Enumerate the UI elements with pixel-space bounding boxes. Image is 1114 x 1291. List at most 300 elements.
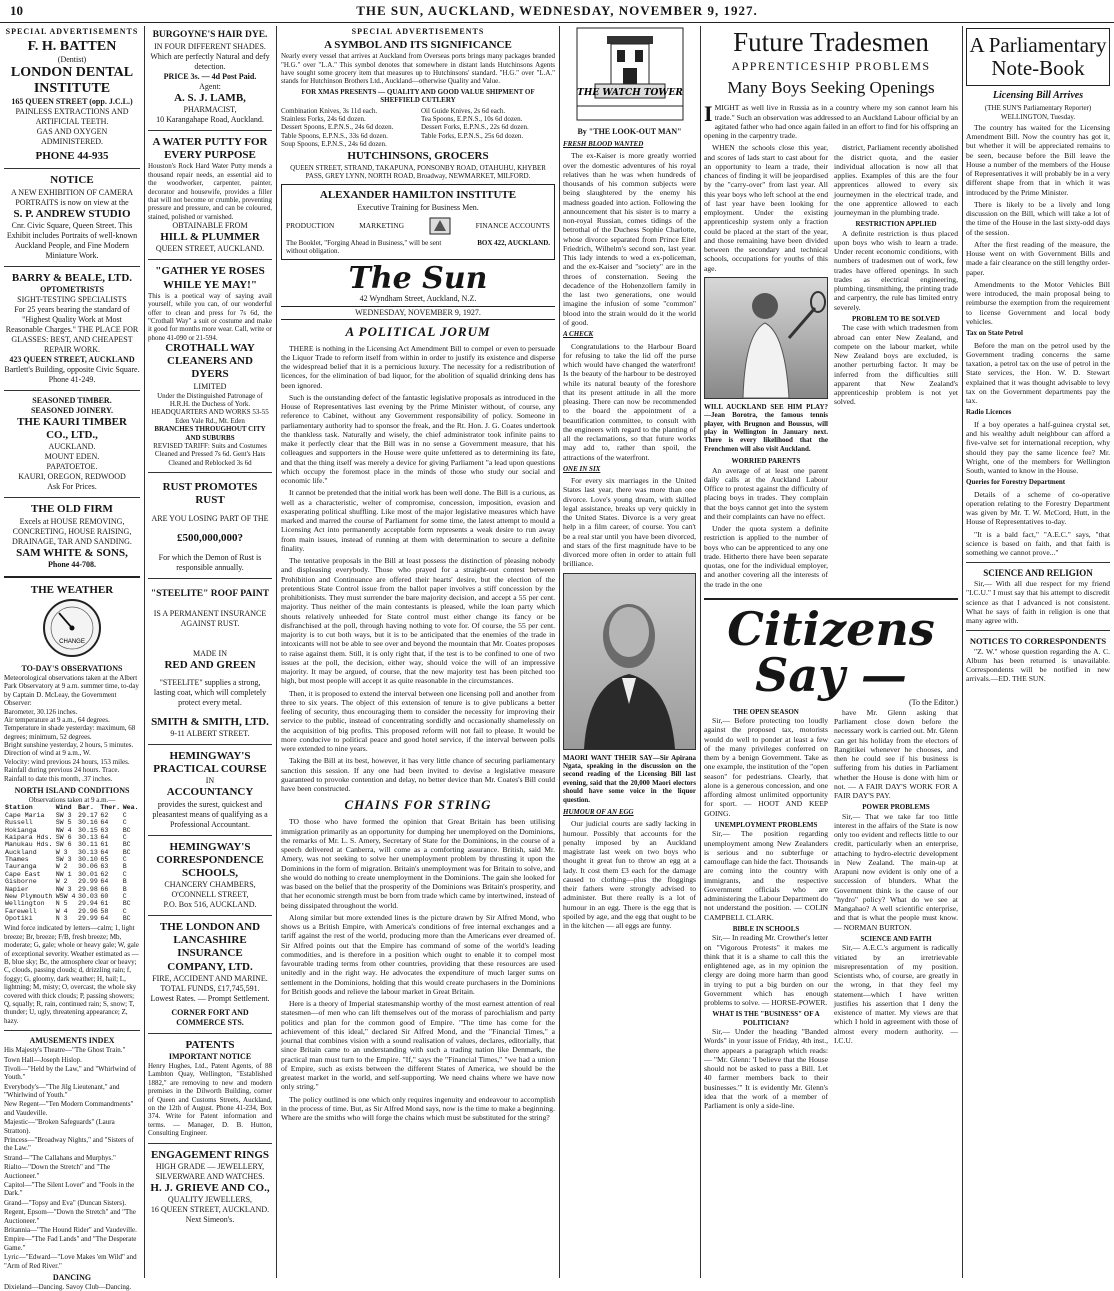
- putty-from: OBTAINABLE FROM: [172, 221, 248, 231]
- table-row: [4, 886, 140, 893]
- paragraph: The tentative proposals in the Bill at least possess the distinction of pleasing nobody and displeasing everybody. Those who prayed for a straight-out contest between Prohibition and Continuance are offered their hearts' desire, but the election of the pretentious State Control issue from the ballot paper involves a stiff concession by the prohibitionists. They must surrender the bare majority decision, and accept a 55 per cent. majority. Thus neither of the main contestants is pleased, while the loan party which shouts relatively unheeded for State control must either change its fancy or be disfranchised at the poll, through having nothing to vote for. Of course, the 55 per cent. majority is to cut both ways, but it is to be anticipated that the enemies of the trade in intoxicants will not be able to see over and beyond the mountain that Mr. Coates proposes to raise against them. Still, it is only right that, if the test is to be confined to one of two issues at the poll, the decision, either way, should voice the will of an impressive majority. It may be argued, of course, that the new majority test has been pitched too high, but most people will accept it as quite reasonable in the circumstances.: [281, 556, 555, 686]
- steelite-title: "STEELITE" ROOF PAINT: [150, 588, 270, 599]
- sun-date: WEDNESDAY, NOVEMBER 9, 1927.: [281, 306, 555, 320]
- weather-outlook: Wind force indicated by letters—calm; 1, light breeze; Br, breeze; F/B, fresh breeze; Mb, moderate; G, gale; whole or heavy gale; W, gale of exceptional severity. Weather estimated as —B, blue sky; Bc, the atmosphere clear or heavy; C, clouds, passing clouds; d, drizzling rain; f, foggy; G, gloomy, dark weather; H, hail; L, lightning; M, misty; O, overcast, the whole sky covered with thick clouds; P, passing showers; Q, squally; R, rain, continued rain; S, snow; T, thunder; U, ugly, threatening appearance; Z, hazy.: [4, 924, 139, 1025]
- table-cell: 61: [100, 900, 109, 908]
- watch-tower-icon: [575, 26, 685, 122]
- table-cell: 29.98: [78, 885, 98, 893]
- list-item: Princess—"Broadway Nights," and "Sisters of the Law.": [4, 1136, 134, 1153]
- rust-line1: ARE YOU LOSING PART OF THE: [151, 513, 269, 523]
- column-advertisements-2: [148, 26, 272, 1278]
- roses-title: "GATHER YE ROSES WHILE YE MAY!": [155, 265, 265, 291]
- column-editorial: [281, 26, 555, 1278]
- batten-address: 165 QUEEN STREET (opp. J.C.L.): [11, 97, 133, 107]
- parliament-title: A Parliamentary Note-Book: [966, 28, 1110, 86]
- tradesmen-intro: MIGHT as well live in Russia as in a country where my son cannot learn his trade." Such an observation was addressed to an Auckland Labour official by an agitated father who had once again failed in an effort to find for his offspring an opening in the carpentry trade.: [704, 103, 958, 141]
- table-row: [4, 893, 140, 900]
- timber-sub3: KAURI, OREGON, REDWOOD: [18, 472, 126, 482]
- obs-line: Temperature in shade yesterday: maximum, 68 degrees; minimum, 52 degrees.: [4, 724, 136, 741]
- table-cell: 30.15: [78, 826, 98, 834]
- table-cell: 65: [100, 856, 109, 864]
- observations-header-cell: Station: [5, 804, 33, 812]
- rings-title: ENGAGEMENT RINGS: [150, 1148, 270, 1161]
- paragraph: Before the man on the petrol used by the Government trading concerns the same taxation, a petrol tax on the use of petrol in the State services, the Hon. W. D. Stewart explained that it was thought advisable to levy tax on the Government departments pay the tax.: [966, 340, 1110, 406]
- table-row: [4, 871, 140, 878]
- bible-head: BIBLE IN SCHOOLS: [732, 924, 800, 933]
- rings-name: H. J. GRIEVE AND CO.,: [150, 1181, 270, 1194]
- hutchinsons-addresses: QUEEN STREET, STRAND, TAKAPUNA, PONSONBY ROAD, OTAHUHU, KHYBER PASS, GREY LYNN, NORTH ROAD, Broadway, NEWMARKET, MILFORD.: [290, 163, 546, 181]
- barry-name: BARRY & BEALE, LTD.: [11, 271, 133, 284]
- north-sub: Observations taken at 9 a.m.—: [28, 796, 116, 805]
- patents-sub: IMPORTANT NOTICE: [168, 1052, 252, 1062]
- table-cell: SW 3: [55, 856, 72, 864]
- batten-line1: LONDON DENTAL: [10, 65, 134, 81]
- hamilton-right: FINANCE ACCOUNTS: [475, 221, 550, 231]
- paragraph: For every six marriages in the United States last year, there was more than one divorce. Love's young dream, with skilled legal assistance, breaks up very quickly in the United States. Divorce is a very great help in a film career, of course. You can't be a real star until you have been divorced, and stars of the first magnitude have to be divorced more often in order to attain full brilliance.: [563, 476, 696, 569]
- paragraph: TO those who have formed the opinion that Great Britain has been utilising immigration primarily as an opportunity for dumping her unemployed on the Dominions, the remarks of Mr. L. S. Amery, Secretary of State for the Dominions, in the course of a speech delivered at Canberra, will come as a comforting assurance. British, said Mr. Amery, was not seeking to solve her unemployment problem by thrusting it upon the Dominions in the form of migration. Britain's unemployment was for Britain to solve, and she would do nothing to create unemployment in the Dominions. The gain she looked for was based on the belief that the prosperity of the Dominions was Britain's prosperity, and that her economic strength must be born from trade which came by intertwined, instead of being dissipated throughout the world.: [281, 817, 555, 910]
- batten-detail1: PAINLESS EXTRACTIONS AND: [15, 107, 129, 117]
- cutlery-item: Tea Spoons, E.P.N.S., 10s 6d dozen.: [421, 114, 523, 123]
- table-cell: 29.17: [78, 811, 98, 819]
- obs-line: Air temperature at 9 a.m., 64 degrees.: [4, 715, 110, 724]
- notice-detail: Cnr. Civic Square, Queen Street. This Exhibit includes Portraits of well-known Auckland People, and Fine Modern Miniature Work.: [6, 220, 138, 260]
- timber-place: AUCKLAND.: [48, 442, 96, 452]
- table-cell: NW 1: [55, 870, 72, 878]
- table-cell: Auckland: [5, 848, 37, 856]
- paragraph: Along similar but more extended lines is the picture drawn by Sir Alfred Mond, who shows us a British Empire, with America's conditions of free internal exchanges and a tariff against the rest of the world, producing more than the Americans ever dreamed of. Sir Alfred points out that the Empire has command of some of the world's leading commodities, and is therefore in a position which ought to enable it to compel most favourable trading terms from other countries, providing that these resources are used unitedly and in the right way. He advocates the expenditure of much larger sums on settlement in the Dominions, holding that this would create purchasers in the Dominions for British goods and relieve the labour market in Great Britain.: [281, 912, 555, 996]
- list-item: Rialto—"Down the Stretch" and "The Auctioneer.": [4, 1163, 111, 1180]
- sun-address: 42 Wyndham Street, Auckland, N.Z.: [359, 293, 477, 303]
- table-cell: Napier: [5, 885, 29, 893]
- table-row: [4, 908, 140, 915]
- burgoyne-title: BURGOYNE'S HAIR DYE.: [152, 30, 268, 40]
- firm-name2: SAM WHITE & SONS,: [16, 546, 128, 559]
- list-item: Tivoli—"Held by the Law," and "Whirlwind of Youth.": [4, 1064, 137, 1082]
- table-cell: 29.99: [78, 878, 98, 886]
- masthead-title: THE SUN, AUCKLAND, WEDNESDAY, NOVEMBER 9, 1927.: [356, 3, 758, 18]
- table-cell: Cape East: [5, 870, 41, 878]
- table-cell: B: [122, 885, 127, 893]
- obs-title: TO-DAY'S OBSERVATIONS: [21, 663, 123, 673]
- table-cell: Wellington: [5, 900, 45, 908]
- timber-name: THE KAURI TIMBER: [17, 416, 127, 429]
- paragraph: It cannot be pretended that the initial work has been well done. The Bill is a curious, as well as a characteristic, welter of compromise, concession, imposition, evasion and exasperating political shuffling. Like most of the major legislative measures which have marked and marred the course of Parliament for some time, the latest attempt to mould a Licensing Act into permanently acceptable form represents a weak desire to run away from main issues, instead of running at them with determination to secure a definite finality.: [281, 488, 555, 553]
- table-cell: BC: [122, 826, 131, 834]
- list-item: Majestic—"Broken Safeguards" (Laura Stratton).: [4, 1118, 115, 1135]
- letter: Sir,— In reading Mr. Crowther's letter on "Vigorous Protests" it makes me think that it is a shame to call this the enlightened age, as in my opinion the clergy are doing more harm than good in trying to put a big burden on our Government which has enough problems to solve. — HORSE-POWER.: [704, 933, 829, 1007]
- tax-head: Tax on State Petrol: [966, 329, 1023, 338]
- table-cell: 64: [100, 848, 109, 856]
- table-row: [4, 812, 140, 819]
- hamilton-left: PRODUCTION: [286, 221, 335, 231]
- batten-line2: INSTITUTE: [33, 81, 111, 97]
- table-cell: SW 6: [55, 841, 72, 849]
- column-rule: [144, 26, 145, 1278]
- table-cell: 29.94: [78, 900, 98, 908]
- weather-title: THE WEATHER: [30, 583, 114, 596]
- paragraph: The case with which tradesmen from abroad can enter New Zealand, and compete on the labour market, while New Zealand boys are excluded, is another perturbing factor. It may be inferred from the difficulties still apparent that New Zealand's apprenticeship problem is not yet solved.: [834, 323, 958, 407]
- obs-line: Direction of wind at 9 a.m., W.: [4, 749, 91, 758]
- cutlery-item: Table Spoons, E.P.N.S., 33s 6d dozen.: [281, 131, 388, 140]
- hamilton-mid: MARKETING: [359, 221, 405, 231]
- paragraph: Here is a theory of Imperial statesmanship worthy of the most earnest attention of real statesmen—of men who can lift themselves out of the morass of parochialism and party politics and plan for the common good of Empire. "The time has come for the achievement of this ideal," declared Sir Alfred Mond, and the "Financial Times," a journal that combines vision with a sound realisation of values, declares, editorially, that since Britain came to an understanding with such a trading nation like Denmark, the practical man must turn to the Empire. "If," says the "Financial Times," "we had a union of Empire, such as exists between the different States of America, we should be the greatest market in the world, and self-supporting. We need chains where we have now only string.": [281, 999, 555, 1092]
- column-advertisements-1: [4, 26, 140, 1291]
- open-season-head: THE OPEN SEASON: [733, 707, 799, 716]
- paragraph: The policy outlined is one which only requires ingenuity and endeavour to accomplish in the process of time. But, as Sir Alfred Mond says, now is the time to make a beginning. Where are the smiths who will forge the chains which must be substituted for the string?: [281, 1094, 555, 1123]
- tradesmen-sub2: Many Boys Seeking Openings: [727, 78, 935, 98]
- table-row: [4, 827, 140, 834]
- list-item: Grand—"Topsy and Eva" (Duncan Sisters).: [4, 1198, 127, 1207]
- table-cell: SW 6: [55, 833, 72, 841]
- table-cell: BC: [122, 841, 131, 849]
- column-rule: [559, 26, 560, 1278]
- dancing-title: DANCING: [52, 1272, 92, 1282]
- table-cell: 60: [100, 892, 109, 900]
- tradesmen-title: Future Tradesmen: [733, 27, 929, 57]
- observations-table: [4, 804, 140, 922]
- table-cell: 29.99: [78, 915, 98, 923]
- table-cell: C: [122, 856, 127, 864]
- paragraph: Our judicial courts are sadly lacking in humour. Possibly that accounts for the penalty imposed by an Auckland magistrate last week on two boys who thought it great fun to throw an egg at a lady. It cost them £3 each for the damage caused to clothing—plus the floggings their fathers were strongly advised to administer. But there really is a lot of humour in an egg. There is the egg that is spoiled by age, and the egg that ought to be in the kitchen — all eggs are funny.: [563, 819, 696, 931]
- rust-title: RUST PROMOTES RUST: [162, 481, 258, 507]
- barry-address: 423 QUEEN STREET, AUCKLAND: [9, 355, 135, 365]
- radio-head: Radio Licences: [966, 408, 1012, 417]
- symbol-title: A SYMBOL AND ITS SIGNIFICANCE: [324, 39, 512, 51]
- list-item: Strand—"The Callahans and Murphys.": [4, 1153, 116, 1162]
- crothall-sub: LIMITED: [193, 381, 227, 391]
- hemingway-schools-box: P.O. Box 516, AUCKLAND.: [163, 900, 257, 910]
- paragraph: Then, it is proposed to extend the interval between one licensing poll and another from three to six years. The object of this extension of tenure is to give publicans a better feeling of security, thus encouraging them to consider the necessity for improving their service to the public, instead of concentrating sordidly and occasionally shamelessly on the acquisition of big profits. This proposed reform will not fail to please. It would be more conducive to political peace and good hotel service, if the interval between polls were extended to nine years.: [281, 688, 555, 754]
- observations-header-cell: Bar.: [78, 804, 94, 812]
- letter: Sir,— A.E.C.'s argument is radically vitiated by an irretrievable misrepresentation of my position. Scientists who, of course, are greatly in the wrong, in that they feel my statement—which I have written justifies his assertion that I deny the existence of matter. My views are that which I hold in agreement with those of almost every modern authority. — I.C.U.: [834, 943, 958, 1045]
- hamilton-ad: [281, 184, 555, 259]
- page-number: 10: [10, 3, 23, 18]
- table-cell: Russell: [5, 819, 33, 827]
- obs-text: Meteorological observations taken at the Albert Park Observatory at 9 a.m. summer time, to-day by Captain D. McLeay, the Government Observer:: [4, 673, 139, 708]
- paragraph: THERE is nothing in the Licensing Act Amendment Bill to compel or even to persuade the Liquor Trade to reform itself from within in order to justify its existence and disperse the widespread belief that it is a pernicious luxury. The necessity for a redistribution of licences, for the elimination of bad liquor, for the abolition of squalid drinking dens has been ignored.: [281, 343, 555, 390]
- rings-sub: HIGH GRADE — JEWELLERY, SILVERWARE AND WATCHES.: [155, 1161, 265, 1181]
- table-cell: 64: [100, 819, 109, 827]
- timber-sub1: MOUNT EDEN.: [44, 452, 100, 462]
- letter: Sir,— Under the heading "Banded Words" in your issue of Friday, 4th inst., there appears a paragraph which reads:— "Mr. Glenn: 'I believe that the House should not be asked to pass a Bill. Let 40 farmer members back to their businesses.'" It is evidently Mr. Glenn's idea that the work of a member of Parliament is only a side-line.: [704, 1027, 828, 1111]
- chains-title: CHAINS FOR STRING: [344, 797, 492, 813]
- paragraph: There is likely to be a lively and long discussion on the Bill, which will take a lot of the time of the House in the last sixty-odd days of the session.: [966, 199, 1110, 237]
- crothall-detail: Under the Distinguished Patronage of H.R.H. the Duchess of York. HEADQUARTERS AND WORKS 53-55 Eden Vale Rd., Mt. Eden: [151, 391, 269, 425]
- paragraph: Congratulations to the Harbour Board for refusing to take the lid off the purse which would have changed the waterfront! Is the beauty of the harbour to be destroyed while its natural beauty of the foreshore that its present attitude in all the more pleasing. There can now be recommended to the board the appointment of a beautification committee, to consult with the engineers with regard to the planting of all the reclamations, so that future works may add to, rather than spoil, the attractions of the waterfront.: [563, 341, 696, 462]
- chains-body: [281, 817, 555, 1122]
- crothall-name: CROTHALL WAY CLEANERS AND DYERS: [165, 342, 255, 381]
- table-cell: 64: [100, 878, 109, 886]
- paragraph: Details of a scheme of co-operative operation relating to the Forestry Department was given by Mr. T. W. McCord, Hutt, in the House of Representatives to-day.: [966, 489, 1110, 527]
- firm-text: Excels at HOUSE REMOVING, CONCRETING, HOUSE RAISING, DRAINAGE, TAR AND SANDING.: [12, 516, 132, 546]
- table-cell: BC: [122, 900, 131, 908]
- watch-tower-banner-text: THE WATCH TOWER: [576, 88, 683, 98]
- jorum-title: A POLITICAL JORUM: [345, 323, 491, 339]
- table-row: [4, 915, 140, 922]
- observations-header-cell: Wind: [55, 804, 72, 812]
- dancing-text: Dixieland—Dancing. Savoy Club—Dancing.: [4, 1282, 132, 1291]
- obs-line: Barometer, 30.126 inches.: [4, 707, 78, 716]
- paragraph: An average of at least one parent daily calls at the Auckland Labour Office to protest against the difficulty of placing boys in trades. They complain that the boys cannot get into the system and their complaints can have no effect.: [704, 465, 828, 521]
- rings-sub2: QUALITY JEWELLERS,: [167, 1194, 253, 1204]
- workers-head: WORRIED PARENTS: [731, 457, 801, 466]
- timber-line1: SEASONED TIMBER.: [32, 396, 112, 406]
- tradesmen-sub: APPRENTICESHIP PROBLEMS: [731, 59, 931, 74]
- firm-name: THE OLD FIRM: [31, 503, 113, 516]
- paragraph: The ex-Kaiser is more greatly worried over the domestic adventures of his royal relatives than he was when hundreds of thousands of his common subjects were being slaughtered by the enemy his madness goaded into action. Following the announcement that his sister is to marry a non-royal Russian, comes tidings of the betrothal of the Duchess Sophie Charlotte, whose divorce separated from Prince Eitel Friedrich, Wilhelm's second son, last year. This lady intends to wed a ex-policeman, and the ex-Kaiser and "society" are in the throes of consternation. Seeing the decadence of the Hohenzollern family in the last two generations, one would imagine the infusion of some "common" blood into the strain would do it the world of good.: [563, 151, 696, 327]
- amusements-list: [4, 1046, 140, 1270]
- timber-name2: CO., LTD.,: [46, 429, 98, 442]
- letter: have Mr. Glenn asking that Parliament close down before the necessary work is carried out. Mr. Glenn can get his holiday from the electors of Rangitikei whenever he chooses, and then he could see if his business is suffering from his duties in Parliament whether the House is done with him or not. — A FAIR DAY'S WORK FOR A FAIR DAY'S PAY.: [834, 707, 958, 801]
- lancashire-detail: FIRE, ACCIDENT AND MARINE. TOTAL FUNDS, £17,745,591. Lowest Rates. — Prompt Settlement.: [150, 973, 270, 1003]
- list-item: Regent, Epsom—"Down the Stretch" and "The Auctioneer.": [4, 1208, 136, 1225]
- burgoyne-price: PRICE 3s. — 4d Post Paid.: [163, 71, 257, 81]
- six-head: ONE IN SIX: [563, 464, 601, 473]
- cutlery-item: Soup Spoons, E.P.N.S., 24s 6d dozen.: [281, 140, 387, 149]
- cutlery-item: Table Forks, E.P.N.S., 25s 6d dozen.: [421, 131, 524, 140]
- hemingway-schools-address: CHANCERY CHAMBERS, O'CONNELL STREET,: [164, 880, 256, 900]
- table-cell: 30.10: [78, 856, 98, 864]
- batten-role: (Dentist): [57, 55, 87, 65]
- notice-studio: S. P. ANDREW STUDIO: [13, 207, 131, 220]
- list-item: Lyric—"Edward—"Love Makes 'em Wild" and "Arm of Red River.": [4, 1253, 137, 1270]
- table-cell: Tauranga: [5, 863, 37, 871]
- table-row: [4, 856, 140, 863]
- table-cell: W 2: [55, 878, 68, 886]
- unemployment-head: UNEMPLOYMENT PROBLEMS: [714, 820, 818, 829]
- observations-header-cell: Wea.: [122, 804, 139, 812]
- table-cell: NW 3: [55, 885, 72, 893]
- science-head: SCIENCE AND FAITH: [860, 934, 932, 943]
- letter: Sir,— That we take far too little interest in the affairs of the State is now only too evident and reflects little to our credit, particularly when an enterprise, attaching to hydro-electric development in New Zealand. The main-up at Arapuni now evident is only one of a succession of blunders. What the Government think is the cause of our "hydro" policy? What do we see at Mangahao? A well scientific enterprise, and that is what the people must know. — NORMAN BURTON.: [834, 811, 958, 932]
- paragraph: A definite restriction is thus placed upon boys who wish to learn a trade. Under recent economic conditions, with numbers of tradesmen out of work, few trades have offered openings. In such trades as electrical engineering, plumbing, tinsmithing, the printing trade and carpentry, the rule has limited entry severely.: [834, 228, 958, 312]
- table-cell: Manukau Hds.: [5, 841, 53, 849]
- hemingway-course-title: HEMINGWAY'S PRACTICAL COURSE: [153, 749, 267, 776]
- list-item: New Regent—"Ten Modern Commandments" and Vaudeville.: [4, 1100, 134, 1117]
- section-label: SPECIAL ADVERTISEMENTS: [351, 27, 485, 36]
- hutchinsons-name: HUTCHINSONS, GROCERS: [347, 150, 489, 163]
- north-title: NORTH ISLAND CONDITIONS: [14, 786, 130, 796]
- borotra-photo: [704, 277, 828, 399]
- putty-text: Houston's Rock Hard Water Putty mends a thousand repair needs, an essential aid to the woodworker, carpenter, painter, decorator and housewife, provides a filler that will not become or crumble, preventing pressure and pressure, and can be coloured, stained, polished or varnished.: [148, 162, 272, 221]
- hemingway-course-sub: IN: [205, 776, 215, 786]
- table-cell: 63: [100, 863, 109, 871]
- steelite-made: MADE IN: [193, 648, 227, 658]
- table-cell: 64: [100, 833, 109, 841]
- paragraph: After the first reading of the measure, the House went on with Government Bills and made a fair clearance on the still lengthy order-paper.: [966, 239, 1110, 277]
- column-tradesmen: [704, 26, 958, 1278]
- patents-text: Henry Hughes, Ltd., Patent Agents, of 88 Lambton Quay, Wellington, "Established 1882," are removing to new and modern premises in the Dilworth Building, corner of Queen and Customs Streets, Auckland, on the 12th of August. Phone 41-234, Box 374. Write for Patent information and terms. — Manager, D. B. Hutton, Consulting Engineer.: [148, 1062, 272, 1138]
- table-cell: 58: [100, 907, 109, 915]
- hamilton-row: [286, 217, 550, 235]
- hemingway-course-text: provides the surest, quickest and pleasantest means of qualifying as a Professional Accountant.: [152, 799, 268, 829]
- paragraph: Under the quota system a definite restriction is applied to the number of boys who can be apprenticed to any one trade. Hitherto there have been separate quotas, one for the individual employer, and another covering all the interests of the trade in the one: [704, 524, 828, 589]
- symbol-text: Nearly every vessel that arrives at Auckland from Overseas ports brings many packages branded "H.G." over "L.A." This symbol denotes that somewhere in distant lands Hutchinsons Agents have sought some grocery item that measures up to Hutchinsons' standard. "H.G." over "L.A." stands for Hutchinson Brothers Ltd., Auckland—otherwise Quality and Value.: [281, 52, 555, 86]
- citizens-title-text: Citizens Say: [727, 601, 935, 702]
- table-cell: 30.03: [78, 892, 98, 900]
- notice-title: NOTICE: [50, 174, 94, 187]
- table-cell: 66: [100, 885, 109, 893]
- table-cell: 30.11: [78, 841, 98, 849]
- rust-amount: £500,000,000?: [177, 531, 243, 544]
- paragraph: The country has waited for the Licensing Amendment Bill. Now the country has got it, but whether it will be appreciated remains to be seen, because before the Bill leave the House a number of the members of the House of Representatives it will probably be in a very different shape from that in which it was introduced by the Prime Minister.: [966, 122, 1110, 197]
- tradesmen-columns: [704, 143, 958, 591]
- firm-phone: Phone 44-708.: [48, 559, 96, 569]
- lancashire-title: THE LONDON AND LANCASHIRE INSURANCE COMPANY, LTD.: [159, 921, 261, 973]
- timber-sub4: Ask For Prices.: [47, 482, 97, 492]
- table-cell: SW 5: [55, 819, 72, 827]
- burgoyne-name: A. S. J. LAMB,: [174, 91, 246, 104]
- table-cell: Hokianga: [5, 826, 37, 834]
- paragraph: Such is the outstanding defect of the fantastic legislative proposals as introduced in the House of Representatives last evening by the Prime Minister without, of course, any reference to Cabinet, without any Government responsibility of policy. Someone in parliamentary authority had to sponsor the freak, and the Rt. Hon. J. G. Coates undertook the thankless task. Naturally and wisely, the chief administrator took infinite pains to make it perfectly clear that the Bill was in no sense a Government measure, that his colleagues and supporters in the House were quite unfettered as to determining its fate, and that the thing itself was merely a device for giving Parliament "a lead upon questions which occupy the foremost place in the minds of those who study our social and economic life.": [281, 392, 555, 486]
- table-cell: 30.13: [78, 848, 98, 856]
- table-cell: B: [122, 863, 127, 871]
- column-rule: [700, 26, 701, 1278]
- table-row: [4, 841, 140, 848]
- table-row: [4, 834, 140, 841]
- parliament-dateline: (THE SUN'S Parliamentary Reporter) WELLINGTON, Tuesday.: [984, 104, 1092, 121]
- check-head: A CHECK: [563, 330, 594, 339]
- steelite-line1: IS A PERMANENT INSURANCE: [153, 608, 267, 618]
- hamilton-book: The Booklet, "Forging Ahead in Business," will be sent without obligation.: [286, 238, 442, 255]
- barometer-dial: [4, 597, 140, 664]
- table-cell: SW 3: [55, 811, 72, 819]
- citizens-columns: [704, 708, 958, 1113]
- obs-line: Rainfall during previous 24 hours. Trace. Rainfall to date this month, .37 inches.: [4, 766, 120, 783]
- list-item: Capitol—"The Silent Lover" and "Fools in the Dark.": [4, 1180, 135, 1198]
- burgoyne-agent: Agent:: [199, 81, 221, 91]
- ngata-photo: [563, 573, 696, 750]
- list-item: His Majesty's Theatre—"The Ghost Train.": [4, 1046, 126, 1055]
- table-cell: C: [122, 833, 127, 841]
- table-cell: Gisborne: [5, 878, 37, 886]
- table-row: [4, 863, 140, 870]
- steelite-name: SMITH & SMITH, LTD.: [151, 715, 269, 728]
- table-cell: BC: [122, 848, 131, 856]
- notices-head: NOTICES TO CORRESPONDENTS: [969, 636, 1107, 647]
- paragraph: Sir,— With all due respect for my friend "I.C.U." I must say that his attempt to discredit science as that I advanced is not consistent. What he says of faith in religion is one that many agree with.: [966, 579, 1110, 626]
- obs-line: Bright sunshine yesterday, 2 hours, 5 minutes.: [4, 741, 134, 750]
- table-cell: 64: [100, 915, 109, 923]
- cutlery-item: Combination Knives, 3s 11d each.: [281, 106, 378, 115]
- batten-detail2: ARTIFICIAL TEETH.: [35, 117, 109, 127]
- table-cell: C: [122, 892, 127, 900]
- burgoyne-address: 10 Karangahape Road, Auckland.: [156, 115, 264, 125]
- table-cell: BC: [122, 915, 131, 923]
- table-cell: N 3: [55, 915, 68, 923]
- barry-text: For 25 years bearing the standard of "Highest Quality Work at Most Reasonable Charges." THE PLACE FOR GLASSES: BEST, AND CHEAPEST REPAIR WORK.: [5, 305, 139, 355]
- crothall-branches: BRANCHES THROUGHOUT CITY AND SUBURBS: [154, 425, 266, 442]
- table-cell: 63: [100, 826, 109, 834]
- observations-header-cell: Ther.: [100, 804, 121, 812]
- citizens-sub: (To the Editor.): [909, 697, 958, 707]
- table-cell: C: [122, 870, 127, 878]
- business-head: WHAT IS THE "BUSINESS" OF A POLITICIAN?: [712, 1010, 820, 1027]
- column-rule: [962, 26, 963, 1278]
- paragraph: "It is a bald fact," "A.E.C." says, "that science is based on faith, and that faith is something we cannot prove...": [966, 529, 1110, 558]
- cutlery-item: Dessert Spoons, E.P.N.S., 24s 6d dozen.: [281, 123, 394, 132]
- table-cell: 62: [100, 811, 109, 819]
- table-cell: C: [122, 907, 127, 915]
- table-cell: C: [122, 819, 127, 827]
- steelite-line2: AGAINST RUST.: [180, 618, 240, 628]
- problem-head: PROBLEM TO BE SOLVED: [852, 314, 940, 323]
- table-cell: Opotiki: [5, 915, 33, 923]
- restriction-head: RESTRICTION APPLIED: [855, 220, 937, 229]
- table-cell: W 3: [55, 848, 68, 856]
- table-cell: W 2: [55, 863, 68, 871]
- burgoyne-role: PHARMACIST,: [183, 105, 237, 115]
- obs-line: Velocity: wind previous 24 hours, 153 miles.: [4, 757, 130, 766]
- table-cell: N 5: [55, 900, 68, 908]
- masthead: [0, 0, 1114, 23]
- borotra-caption: WILL AUCKLAND SEE HIM PLAY? —Jean Borotra, the famous tennis player, with Brugnon and Boussus, will play in Wellington in January next. There is every likelihood that the Frenchmen will also visit Auckland.: [704, 402, 828, 453]
- letter: Sir,— The position regarding unemployment among New Zealanders is serious and no subterfuge or camouflage can hide the fact. Thousands are coming into the country with immigrants, and the respective Government officials who are administering the Labour Department do not understand the position. — COLIN CAMPBELL CLARK.: [704, 829, 828, 922]
- observations-header: [4, 804, 140, 811]
- power-head: POWER PROBLEMS: [862, 803, 930, 812]
- lancashire-corner: CORNER FORT AND COMMERCE STS.: [171, 1007, 249, 1027]
- section-label: SPECIAL ADVERTISEMENTS: [5, 27, 139, 36]
- column-rule: [276, 26, 277, 1278]
- burgoyne-detail: Which are perfectly Natural and defy detection.: [150, 51, 270, 71]
- hamilton-sub: Executive Training for Business Men.: [357, 202, 479, 212]
- cutlery-item: Stainless Forks, 24s 6d dozen.: [281, 114, 366, 123]
- paragraph: district, Parliament recently abolished the district quota, and the easier individual allocation is now all that applies. Examples of this are the four apprentices allowed to every six journeymen in the electrical trade, and the one apprentice allowed to each journeyman in the plumbing trade.: [834, 143, 958, 218]
- table-cell: Cape Maria: [5, 811, 45, 819]
- jorum-body: [281, 344, 555, 794]
- timber-line2: SEASONED JOINERY.: [30, 406, 114, 416]
- table-cell: 29.96: [78, 907, 98, 915]
- table-cell: 61: [100, 841, 109, 849]
- parliament-sub: Licensing Bill Arrives: [992, 90, 1084, 102]
- egg-head: HUMOUR OF AN EGG: [563, 808, 634, 817]
- paragraph: Taking the Bill at its best, however, it has very little chance of securing parliamentary sanction this session. If any one had been invited to devise a legislative measure guaranteed to provoke contention and delay, no better device than Mr. Coates's Bill could have been constructed.: [281, 756, 555, 794]
- list-item: Everybody's—"The Jilg Lieutenant," and "Whirlwind of Youth.": [4, 1082, 120, 1100]
- hamilton-box: BOX 422, AUCKLAND.: [477, 238, 550, 247]
- letter: Sir,— Before protecting too loudly against the proposed tax, motorists would do well to ponder at least a few of the many privileges conferred on them by a benign Government. Take as one example, the institution of the "open season" for pedestrians. Clearly, that alone is a generous concession, and one affording almost unlimited opportunity for sport. — HOOT AND KEEP GOING.: [704, 716, 828, 818]
- table-cell: 30.01: [78, 870, 98, 878]
- table-row: [4, 819, 140, 826]
- table-cell: C: [122, 811, 127, 819]
- rust-line2: For which the Demon of Rust is responsible annually.: [158, 552, 262, 572]
- paragraph: Amendments to the Motor Vehicles Bill were introduced, the main proposal being to reimburse the exemption from the requirement to license Government and local body vehicles.: [966, 279, 1110, 326]
- hamilton-emblem-icon: [429, 217, 451, 235]
- steelite-colours: RED AND GREEN: [164, 658, 256, 671]
- paragraph: If a boy operates a half-guinea crystal set, and his wealthy adult neighbour can afford a five-valve set for international reception, why should they pay the same licence fee? Mr. Wright, one of the members for Wellington South, wanted to know in the House.: [966, 419, 1110, 475]
- watch-tower-sub: FRESH BLOOD WANTED: [563, 140, 644, 148]
- cutlery-item: Dessert Forks, E.P.N.S., 22s 6d dozen.: [421, 123, 529, 132]
- barometer-icon: [37, 597, 107, 659]
- paragraph: WHEN the schools close this year, and scores of lads start to cast about for an opportunity to learn a trade, their chances of finding it will be jeopardised by the "carry-over" from last year. All this year boys who left school at the end of last year have been looking for employment. Under the existing apprenticeship system only a fraction could be placed at the start of the year, and those remaining have been divided between the secondary and technical schools, occupations for youths of this age.: [704, 143, 828, 273]
- batten-phone: PHONE 44-935: [35, 150, 109, 163]
- notice-text: A NEW EXHIBITION OF CAMERA PORTRAITS is now on view at the: [10, 187, 134, 207]
- paragraph: IMIGHT as well live in Russia as in a country where my son cannot learn his trade." Such an observation was addressed to an Auckland Labour official by an agitated father who had once again failed in an effort to find for his offspring an opening in the carpentry trade.: [704, 101, 958, 141]
- steelite-address: 9-11 ALBERT STREET.: [170, 728, 250, 738]
- list-item: Empire—"The Fad Lands" and "The Desperate Game.": [4, 1235, 137, 1252]
- cutlery-item: Oil Guide Knives, 2s 6d each.: [421, 106, 506, 115]
- table-cell: W 4: [55, 907, 68, 915]
- table-row: [4, 849, 140, 856]
- list-item: Britannia—"The Hound Rider" and Vaudeville.: [4, 1225, 137, 1234]
- hamilton-title: ALEXANDER HAMILTON INSTITUTE: [319, 189, 517, 202]
- forestry-head: Queries for Forestry Department: [966, 478, 1066, 487]
- batten-detail4: ADMINISTERED.: [41, 137, 103, 147]
- hemingway-schools-title: HEMINGWAY'S CORRESPONDENCE SCHOOLS,: [156, 840, 264, 879]
- barry-role: OPTOMETRISTS: [40, 285, 104, 295]
- batten-name: F. H. BATTEN: [27, 39, 117, 54]
- steelite-line3: "STEELITE" supplies a strong, lasting coat, which will completely protect every metal.: [153, 677, 267, 707]
- table-cell: Thames: [5, 856, 29, 864]
